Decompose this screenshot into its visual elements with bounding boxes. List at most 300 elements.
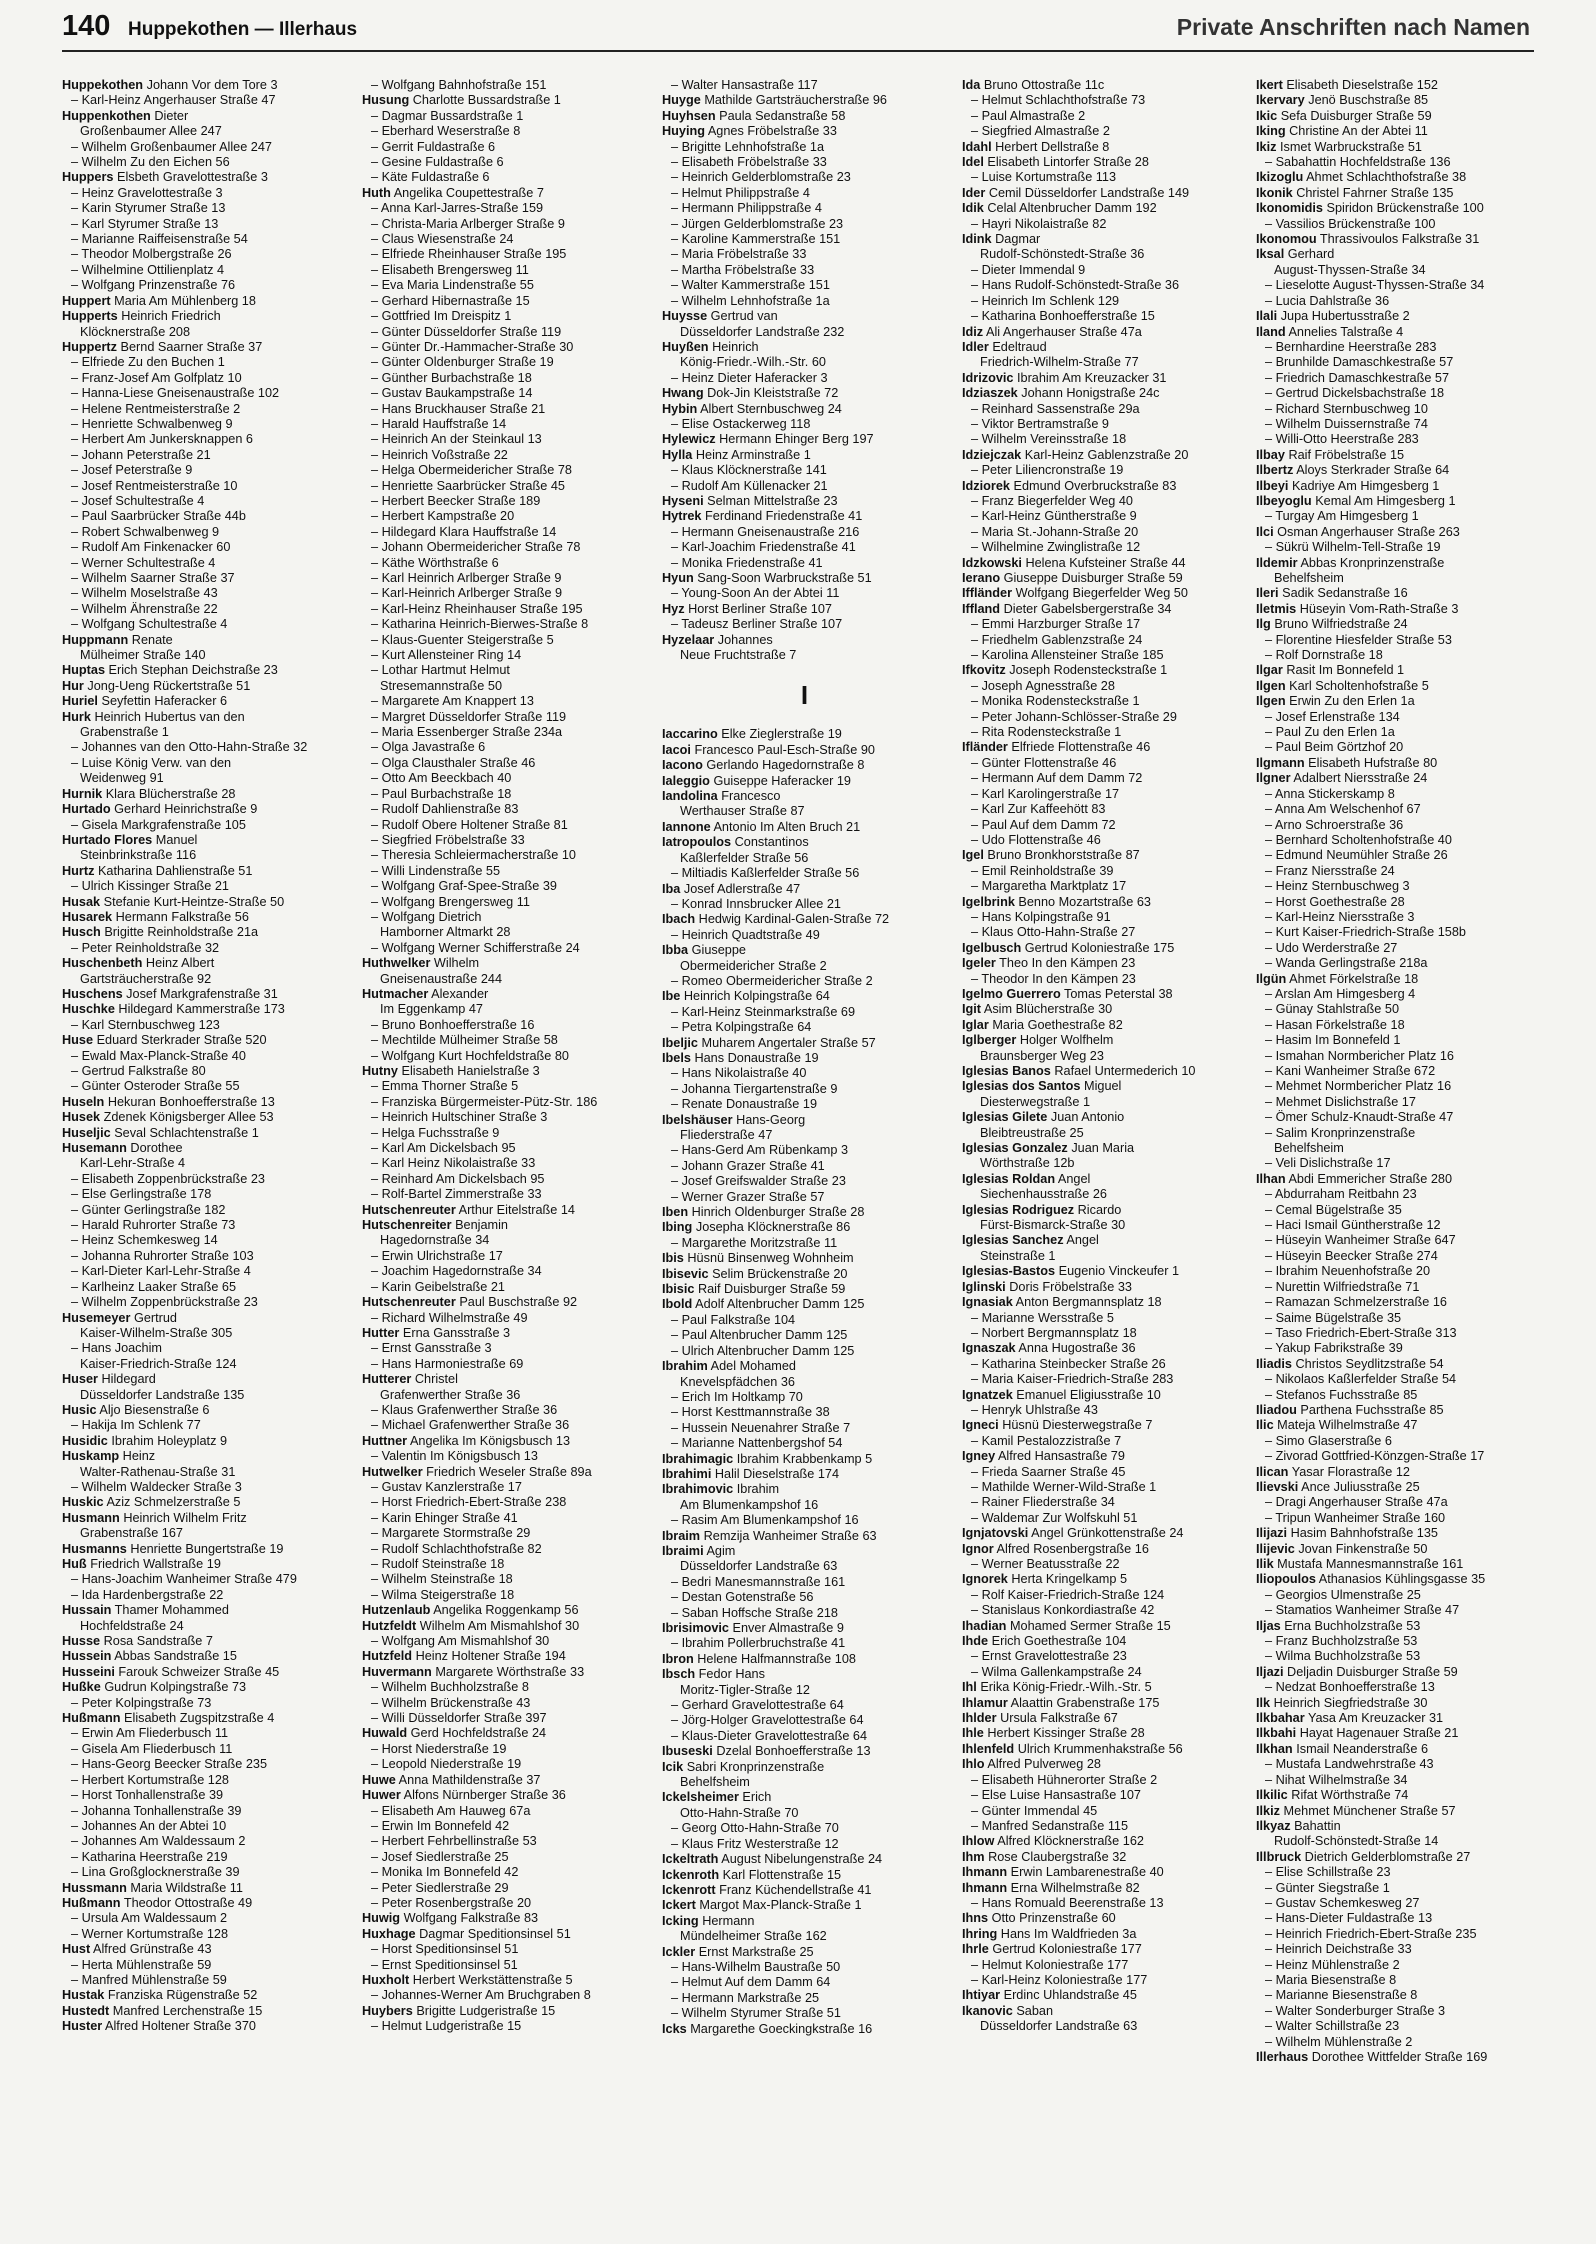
directory-entry [62,1896,347,1911]
surname: Idiz [962,324,984,339]
family-member-entry: – Henryk Uhlstraße 43 [971,1402,1098,1417]
entry-details: Gerhard Heinrichstraße 9 [114,802,258,817]
directory-entry [662,1220,947,1235]
entry-details: Dieter Gabelsbergerstraße 34 [1003,601,1172,616]
family-member-entry: – Peter Kolpingstraße 73 [71,1695,212,1710]
directory-entry [62,1711,347,1726]
family-member-entry: – Harald Ruhrorter Straße 73 [71,1218,236,1233]
directory-entry [962,1726,1247,1741]
directory-entry [962,895,1247,910]
surname: Iliadou [1256,1402,1297,1417]
surname: Huysse [662,309,708,324]
surname: Ignatzek [962,1387,1013,1402]
directory-entry [662,743,947,758]
surname: Hurnik [62,786,103,801]
entry-details: Heinrich Wilhelm Fritz [123,1510,247,1525]
directory-entry [662,1113,947,1128]
surname: Ida [962,78,981,92]
surname: Huppenkothen [62,108,151,123]
surname: Huppert [62,293,111,308]
surname: Idel [962,155,984,170]
family-member-entry: – Sükrü Wilhelm-Tell-Straße 19 [1265,540,1441,555]
entry-details: Hayat Hagenauer Straße 21 [1299,1726,1459,1741]
directory-entry [1256,124,1541,139]
surname: Hutter [362,1325,400,1340]
family-member-entry: – Hans Harmoniestraße 69 [371,1356,524,1371]
surname: Ierano [962,571,1001,585]
family-member-entry: – Margarete Stormstraße 29 [371,1526,531,1541]
entry-details: Hans Donaustraße 19 [694,1050,819,1065]
address-continuation: Braunsberger Weg 23 [980,1048,1104,1063]
directory-entry [662,1051,947,1066]
directory-entry [1256,325,1541,340]
family-member-entry: – Luise Kortumstraße 113 [971,170,1117,185]
family-member-entry: – Lucia Dahlstraße 36 [1265,293,1390,308]
surname: Ibsch [662,1667,696,1682]
family-member-entry: – Paul Saarbrücker Straße 44b [71,509,246,524]
entry-details: Asim Blücherstraße 30 [983,1002,1113,1017]
directory-entry [962,340,1247,355]
entry-details: Giuseppe Duisburger Straße 59 [1003,571,1183,585]
entry-details: Paul Buschstraße 92 [459,1295,578,1310]
family-member-entry: – Wilhelmine Ottilienplatz 4 [71,262,225,277]
surname: Ibrahim [662,1359,708,1374]
entry-details: Aljo Biesenstraße 6 [99,1402,210,1417]
surname: Ignjatovski [962,1526,1029,1541]
family-member-entry: – Ibrahim Pollerbruchstraße 41 [671,1636,846,1651]
family-member-entry: – Heinrich Quadtstraße 49 [671,927,820,942]
surname: Ikic [1256,108,1278,123]
directory-entry [962,1850,1247,1865]
surname: Igelbrink [962,894,1015,909]
family-member-entry: – Karl Heinrich Arlberger Straße 9 [371,571,562,585]
family-member-entry: – Günter Gerlingstraße 182 [71,1202,226,1217]
address-continuation: Moritz-Tigler-Straße 12 [680,1682,810,1697]
entry-details: Athanasios Kühlingsgasse 35 [1318,1572,1486,1587]
surname: Huser [62,1372,98,1387]
surname: Idler [962,339,989,354]
address-continuation: Weidenweg 91 [80,771,164,786]
entry-details: Constantinos [734,835,809,850]
family-member-entry: – Jürgen Gelderblomstraße 23 [671,216,844,231]
family-member-entry: – Johanna Ruhrorter Straße 103 [71,1248,254,1263]
address-continuation: Rudolf-Schönstedt-Straße 36 [980,247,1145,262]
directory-entry [962,1233,1247,1248]
family-member-entry: – Karl Heinz Nikolaistraße 33 [371,1156,536,1171]
family-member-entry: – Erwin Am Fliederbusch 11 [71,1726,229,1741]
family-member-entry: – Stefanos Fuchsstraße 85 [1265,1387,1418,1402]
family-member-entry: – Hüseyin Beecker Straße 274 [1265,1248,1438,1263]
entry-details: Benjamin [455,1218,508,1233]
family-member-entry: – Horst Friedrich-Ebert-Straße 238 [371,1495,567,1510]
entry-details: Elisabeth Zugspitzstraße 4 [124,1711,275,1726]
address-continuation: Mündelheimer Straße 162 [680,1929,827,1944]
family-member-entry: – Hermann Gneisenaustraße 216 [671,524,860,539]
surname: Hutmacher [362,986,429,1001]
family-member-entry: – Wolfgang Schultestraße 4 [71,617,228,632]
entry-details: Hermann Falkstraße 56 [115,909,249,924]
directory-entry [62,787,347,802]
entry-details: Yasar Florastraße 12 [1291,1464,1410,1479]
family-member-entry: – Yakup Fabrikstraße 39 [1265,1341,1403,1356]
surname: Huppmann [62,632,129,647]
family-member-entry: – Klaus Grafenwerther Straße 36 [371,1402,558,1417]
directory-entry [62,1449,347,1464]
directory-entry [62,1511,347,1526]
family-member-entry: – Else Luise Hansastraße 107 [971,1788,1141,1803]
family-member-entry: – Horst Tonhallenstraße 39 [71,1788,224,1803]
entry-details: Heinrich Hubertus van den [94,709,245,724]
family-member-entry: – Nikolaos Kaßlerfelder Straße 54 [1265,1372,1457,1387]
surname: Igelmo Guerrero [962,986,1061,1001]
surname: Hurtado Flores [62,832,153,847]
family-member-entry: – Konrad Innsbrucker Allee 21 [671,896,841,911]
family-member-entry: – Günay Stahlstraße 50 [1265,1002,1399,1017]
directory-entry [1256,602,1541,617]
family-member-entry: – Edmund Neumühler Straße 26 [1265,848,1448,863]
family-member-entry: – Josef Peterstraße 9 [71,463,193,478]
address-continuation: Großenbaumer Allee 247 [80,124,222,139]
family-member-entry: – Peter Rosenbergstraße 20 [371,1895,532,1910]
directory-entry [62,1542,347,1557]
surname: Huybers [362,2003,413,2018]
entry-details: Hüsnü Binsenweg Wohnheim [687,1251,854,1266]
family-member-entry: – Renate Donaustraße 19 [671,1097,817,1112]
entry-details: Erna Gansstraße 3 [402,1325,511,1340]
surname: Ilbeyoglu [1256,493,1312,508]
family-member-entry: – Karl-Heinz Koloniestraße 177 [971,1972,1148,1987]
surname: Ibing [662,1220,693,1235]
entry-details: Erich Goethestraße 104 [991,1634,1127,1649]
entry-details: Hans Im Waldfrieden 3a [1000,1926,1137,1941]
directory-entry [62,1095,347,1110]
directory-entry [962,1634,1247,1649]
surname: Idziaszek [962,386,1018,401]
surname: Hybin [662,401,698,416]
family-member-entry: – Gustav Schemkesweg 27 [1265,1895,1420,1910]
entry-details: Wilhelm [433,956,480,971]
family-member-entry: – Karin Geibelstraße 21 [371,1279,505,1294]
family-member-entry: – Heinrich Deichstraße 33 [1265,1942,1412,1957]
family-member-entry: – Wilma Steigerstraße 18 [371,1587,515,1602]
entry-details: Alfred Klöcknerstraße 162 [997,1834,1144,1849]
address-continuation: Walter-Rathenau-Straße 31 [80,1464,236,1479]
address-continuation: Gneisenaustraße 244 [380,971,503,986]
family-member-entry: – Paul Almastraße 2 [971,108,1086,123]
family-member-entry: – Johann Peterstraße 21 [71,447,211,462]
family-member-entry: – Josef Erlenstraße 134 [1265,709,1400,724]
directory-entry [662,1652,947,1667]
entry-details: Selim Brückenstraße 20 [712,1266,848,1281]
surname: Ilkyaz [1256,1818,1291,1833]
surname: Iglar [962,1017,989,1032]
directory-entry [62,633,347,648]
entry-details: Dorothee [130,1141,183,1156]
family-member-entry: – Ernst Gansstraße 3 [371,1341,492,1356]
directory-entry [962,1141,1247,1156]
entry-details: Cemil Düsseldorfer Landstraße 149 [988,185,1190,200]
directory-entry [962,740,1247,755]
directory-entry [362,1911,647,1926]
entry-details: Muharem Angertaler Straße 57 [701,1035,876,1050]
address-continuation: Stresemannstraße 50 [380,678,502,693]
address-continuation: Fürst-Bismarck-Straße 30 [980,1218,1126,1233]
surname: Ilhan [1256,1171,1286,1186]
family-member-entry: – Petra Kolpingstraße 64 [671,1020,812,1035]
family-member-entry: – Frieda Saarner Straße 45 [971,1464,1126,1479]
entry-details: Ibrahim Holeyplatz 9 [111,1433,228,1448]
directory-entry [962,848,1247,863]
family-member-entry: – Bedri Manesmannstraße 161 [671,1574,846,1589]
surname: Hyz [662,601,685,616]
family-member-entry: – Nedzat Bonhoefferstraße 13 [1265,1680,1435,1695]
entry-details: Josef Markgrafenstraße 31 [126,986,278,1001]
directory-entry [1256,186,1541,201]
family-member-entry: – Helga Obermeidericher Straße 78 [371,463,572,478]
family-member-entry: – Rudolf Am Küllenacker 21 [671,478,828,493]
entry-details: Ferdinand Friedenstraße 41 [705,509,863,524]
address-continuation: Siechenhausstraße 26 [980,1187,1107,1202]
directory-entry [62,1557,347,1572]
family-member-entry: – Horst Niederstraße 19 [371,1741,507,1756]
family-member-entry: – Marianne Raiffeisenstraße 54 [71,232,248,247]
directory-entry [62,1372,347,1387]
family-member-entry: – Veli Dislichstraße 17 [1265,1156,1391,1171]
entry-details: Osman Angerhauser Straße 263 [1277,524,1460,539]
entry-details: Bruno Bronkhorststraße 87 [987,848,1140,863]
family-member-entry: – Kurt Allensteiner Ring 14 [371,648,522,663]
surname: Huseljic [62,1125,111,1140]
surname: Iljas [1256,1618,1281,1633]
surname: Ibisic [662,1282,695,1297]
family-member-entry: – Horst Goethestraße 28 [1265,894,1405,909]
directory-entry [362,1064,647,1079]
surname: Iffländer [962,586,1013,601]
surname: Hußmann [62,1711,121,1726]
directory-entry [962,941,1247,956]
surname: Hyzelaar [662,632,715,647]
directory-entry [962,1834,1247,1849]
surname: Idahl [962,139,992,154]
family-member-entry: – Wilhelm Duissernstraße 74 [1265,416,1428,431]
surname: Husseini [62,1664,115,1679]
directory-entry [362,1218,647,1233]
directory-entry [962,571,1247,586]
address-continuation: Obermeidericher Straße 2 [680,958,827,973]
directory-entry [662,509,947,524]
entry-details: Wolfgang Biegerfelder Weg 50 [1015,586,1188,601]
surname: Ikonomou [1256,232,1317,247]
directory-entry [62,340,347,355]
family-member-entry: – Maria Essenberger Straße 234a [371,725,563,740]
entry-details: Heinrich Friedrich [121,309,221,324]
directory-entry [662,835,947,850]
family-member-entry: – Herbert Am Junkersknappen 6 [71,432,253,447]
surname: Iglesias Sanchez [962,1233,1064,1248]
family-member-entry: – Claus Wiesenstraße 24 [371,232,514,247]
directory-entry [662,1945,947,1960]
surname: Ihl [962,1680,977,1695]
family-member-entry: – Günter Immendal 45 [971,1803,1098,1818]
surname: Huxhage [362,1926,416,1941]
family-member-entry: – Siegfried Almastraße 2 [971,124,1110,139]
directory-entry [362,1726,647,1741]
family-member-entry: – Elisabeth Hühnerorter Straße 2 [971,1772,1158,1787]
family-member-entry: – Elise Ostackerweg 118 [671,416,811,431]
family-member-entry: – Wilhelm Moselstraße 43 [71,586,218,601]
directory-entry [662,1883,947,1898]
entry-details: Herbert Werkstättenstraße 5 [412,1972,573,1987]
family-member-entry: – Tadeusz Berliner Straße 107 [671,617,843,632]
entry-details: Jovan Finkenstraße 50 [1298,1541,1428,1556]
directory-entry [1256,617,1541,632]
directory-entry [662,1205,947,1220]
directory-entry [1256,1788,1541,1803]
surname: Ihlamur [962,1695,1008,1710]
directory-entry [662,774,947,789]
surname: Ifkovitz [962,663,1006,678]
entry-details: Alexander [431,986,489,1001]
family-member-entry: – Günter Düsseldorfer Straße 119 [371,324,562,339]
family-member-entry: – Waldemar Zur Wolfskuhl 51 [971,1510,1138,1525]
directory-entry [962,1742,1247,1757]
family-member-entry: – Bruno Bonhoefferstraße 16 [371,1017,535,1032]
family-member-entry: – Elisabeth Zoppenbrückstraße 23 [71,1171,265,1186]
entry-details: Elisabeth Lintorfer Straße 28 [987,155,1149,170]
family-member-entry: – Dieter Immendal 9 [971,262,1086,277]
directory-entry [662,1267,947,1282]
entry-details: Seval Schlachtenstraße 1 [114,1125,259,1140]
directory-entry [1256,771,1541,786]
entry-details: Kadriye Am Himgesberg 1 [1291,478,1440,493]
family-member-entry: – Helga Fuchsstraße 9 [371,1125,500,1140]
entry-details: Ance Juliusstraße 25 [1301,1479,1420,1494]
surname: Hußke [62,1680,101,1695]
entry-details: Henriette Bungertstraße 19 [130,1541,284,1556]
address-continuation: Werthauser Straße 87 [680,804,805,819]
directory-entry [962,1110,1247,1125]
entry-details: Mohamed Sermer Straße 15 [1009,1618,1171,1633]
family-member-entry: – Wilhelm Steinstraße 18 [371,1572,513,1587]
directory-entry [1256,201,1541,216]
surname: Ihrle [962,1942,989,1957]
surname: Huß [62,1557,87,1571]
surname: Idink [962,232,992,247]
family-member-entry: – Richard Wilhelmstraße 49 [371,1310,528,1325]
surname: Idziejczak [962,447,1022,462]
address-continuation: Knevelspfädchen 36 [680,1374,795,1389]
family-member-entry: – Gertrud Dickelsbachstraße 18 [1265,386,1445,401]
entry-details: Sabri Kronprinzenstraße [686,1759,825,1774]
address-continuation: Hagedornstraße 34 [380,1233,490,1248]
directory-entry [962,1418,1247,1433]
directory-entry [1256,1665,1541,1680]
directory-entry [62,1680,347,1695]
surname: Ihlenfeld [962,1741,1015,1756]
family-member-entry: – Hermann Markstraße 25 [671,1990,820,2005]
family-member-entry: – Marianne Biesenstraße 8 [1265,1988,1418,2003]
directory-entry [1256,1711,1541,1726]
directory-entry [662,1297,947,1312]
entry-details: Adel Mohamed [710,1359,796,1374]
directory-entry [962,1572,1247,1587]
directory-entry [962,479,1247,494]
address-continuation: August-Thyssen-Straße 34 [1274,262,1426,277]
surname: Iglesias-Bastos [962,1264,1056,1279]
entry-details: Ursula Falkstraße 67 [1000,1711,1118,1726]
family-member-entry: – Karl-Heinz Steinmarkstraße 69 [671,1004,856,1019]
entry-details: Alfred Hansastraße 79 [997,1449,1125,1464]
family-member-entry: – Hakija Im Schlenk 77 [71,1418,201,1433]
family-member-entry: – Käte Fuldastraße 6 [371,170,490,185]
family-member-entry: – Heinrich Voßstraße 22 [371,447,508,462]
surname: Ikert [1256,78,1283,92]
entry-details: Ernst Markstraße 25 [698,1944,814,1959]
surname: Ilgar [1256,663,1283,678]
directory-entry [662,1529,947,1544]
surname: Ihtiyar [962,1988,1001,2003]
entry-details: Elke Zieglerstraße 19 [721,727,842,742]
family-member-entry: – Josef Schultestraße 4 [71,493,205,508]
family-member-entry: – Karoline Kammerstraße 151 [671,232,841,247]
family-member-entry: – Josef Rentmeisterstraße 10 [71,478,238,493]
family-member-entry: – Paul Auf dem Damm 72 [971,817,1116,832]
family-member-entry: – Kurt Kaiser-Friedrich-Straße 158b [1265,925,1466,940]
surname: Iking [1256,124,1286,139]
surname: Hußmann [62,1895,121,1910]
directory-entry [662,1667,947,1682]
family-member-entry: – Valentin Im Königsbusch 13 [371,1449,538,1464]
surname: Ickler [662,1944,696,1959]
directory-entry [62,170,347,185]
surname: Iatropoulos [662,835,732,850]
family-member-entry: – Norbert Bergmannsplatz 18 [971,1325,1137,1340]
family-member-entry: – Hanna-Liese Gneisenaustraße 102 [71,386,280,401]
surname: Ider [962,185,986,200]
surname: Ibraim [662,1528,701,1543]
directory-entry [1256,109,1541,124]
family-member-entry: – Margret Düsseldorfer Straße 119 [371,709,567,724]
surname: Iaccarino [662,727,718,742]
entry-details: Abbas Sandstraße 15 [114,1649,237,1664]
entry-details: Anna Hugostraße 36 [1018,1341,1136,1356]
entry-details: Gertrud [133,1310,177,1325]
surname: Huppertz [62,339,117,354]
family-member-entry: – Zivorad Gottfried-Könzgen-Straße 17 [1265,1449,1485,1464]
family-member-entry: – Horst Speditionsinsel 51 [371,1942,519,1957]
address-continuation: Wörthstraße 12b [980,1156,1075,1171]
entry-details: Hedwig Kardinal-Galen-Straße 72 [698,912,890,927]
directory-entry [962,2004,1247,2019]
family-member-entry: – Ewald Max-Planck-Straße 40 [71,1048,246,1063]
directory-entry [362,1372,647,1387]
entry-details: Edeltraud [992,339,1047,354]
family-member-entry: – Theodor In den Kämpen 23 [971,971,1136,986]
surname: Ilbeyi [1256,478,1289,493]
entry-details: Alfred Holtener Straße 370 [105,2019,256,2034]
directory-entry [362,1295,647,1310]
entry-details: Celal Altenbrucher Damm 192 [987,201,1157,216]
surname: Ibrahimovic [662,1482,734,1497]
family-member-entry: – Manfred Sedanstraße 115 [971,1818,1129,1833]
entry-details: Deljadin Duisburger Straße 59 [1287,1664,1458,1679]
entry-details: Erwin Zu den Erlen 1a [1289,694,1415,709]
surname: Iacoi [662,742,691,757]
directory-entry [362,93,647,108]
family-member-entry: – Willi Lindenstraße 55 [371,863,501,878]
column-5 [1256,78,1541,2065]
directory-entry [962,1203,1247,1218]
